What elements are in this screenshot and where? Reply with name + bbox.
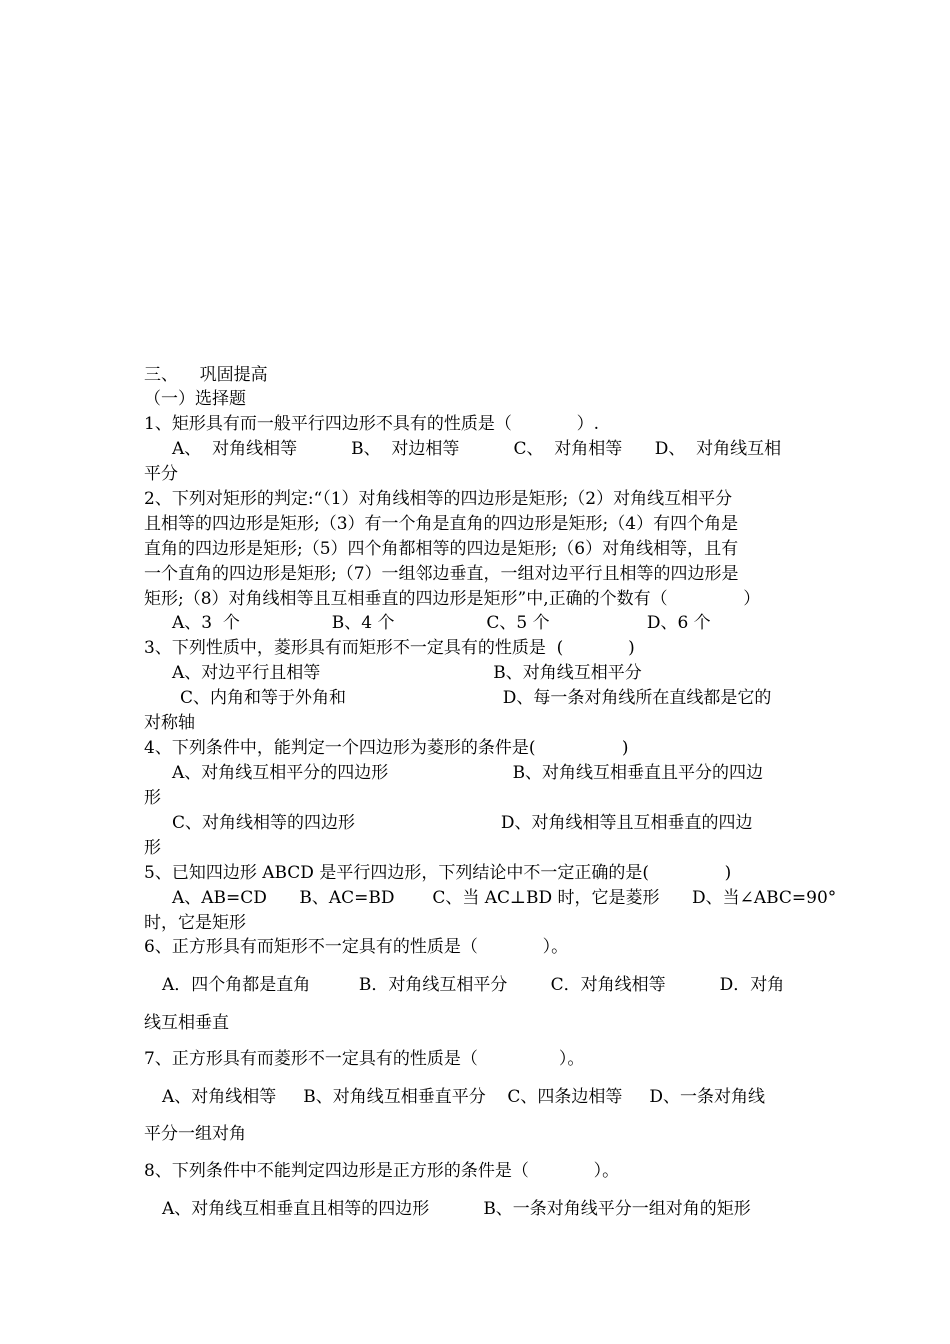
question-7-options: A、对角线相等 B、对角线互相垂直平分 C、四条边相等 D、一条对角线 [162,1087,766,1107]
question-7-options-cont: 平分一组对角 [144,1124,246,1144]
question-5-options: A、AB=CD B、AC=BD C、当 AC⊥BD 时，它是菱形 D、当∠ABC=90° [172,888,837,908]
question-4: 4、下列条件中，能判定一个四边形为菱形的条件是( ) [144,738,629,758]
question-8: 8、下列条件中不能判定四边形是正方形的条件是（ ）。 [144,1161,620,1181]
question-2-options: A、3 个 B、4 个 C、5 个 D、6 个 [172,613,711,633]
question-4-options-cd: C、对角线相等的四边形 D、对角线相等且互相垂直的四边 [172,813,753,833]
question-8-options: A、对角线互相垂直且相等的四边形 B、一条对角线平分一组对角的矩形 [162,1199,751,1219]
question-3-options-ab: A、对边平行且相等 B、对角线互相平分 [172,663,642,683]
question-6-options: A．四个角都是直角 B．对角线互相平分 C．对角线相等 D．对角 [162,975,785,995]
question-4-options-cd-cont: 形 [144,838,161,858]
question-3-options-cont: 对称轴 [144,713,195,733]
question-7: 7、正方形具有而菱形不一定具有的性质是（ ）。 [144,1049,585,1069]
question-2-line-3: 直角的四边形是矩形;（5）四个角都相等的四边是矩形;（6）对角线相等，且有 [144,539,739,559]
question-2-line-2: 且相等的四边形是矩形;（3）有一个角是直角的四边形是矩形;（4）有四个角是 [144,514,739,534]
question-3-options-cd: C、内角和等于外角和 D、每一条对角线所在直线都是它的 [180,688,772,708]
question-2-line-4: 一个直角的四边形是矩形;（7）一组邻边垂直，一组对边平行且相等的四边形是 [144,564,739,584]
question-2-line-5: 矩形;（8）对角线相等且互相垂直的四边形是矩形”中,正确的个数有（ ） [144,589,761,609]
question-1-options-cont: 平分 [144,464,178,484]
question-4-options-ab-cont: 形 [144,788,161,808]
question-1: 1、矩形具有而一般平行四边形不具有的性质是（ ）. [144,414,600,434]
question-5-options-cont: 时，它是矩形 [144,913,246,933]
question-2-line-1: 2、下列对矩形的判定:“（1）对角线相等的四边形是矩形;（2）对角线互相平分 [144,489,733,509]
question-5: 5、已知四边形 ABCD 是平行四边形，下列结论中不一定正确的是( ) [144,863,732,883]
question-3: 3、下列性质中，菱形具有而矩形不一定具有的性质是 ( ) [144,638,635,658]
section-title: 三、 巩固提高 [144,365,268,385]
question-1-options: A、 对角线相等 B、 对边相等 C、 对角相等 D、 对角线互相 [172,439,782,459]
subsection-title: （一）选择题 [144,389,246,409]
question-6-options-cont: 线互相垂直 [144,1013,229,1033]
question-6: 6、正方形具有而矩形不一定具有的性质是（ ）。 [144,937,569,957]
question-4-options-ab: A、对角线互相平分的四边形 B、对角线互相垂直且平分的四边 [172,763,764,783]
